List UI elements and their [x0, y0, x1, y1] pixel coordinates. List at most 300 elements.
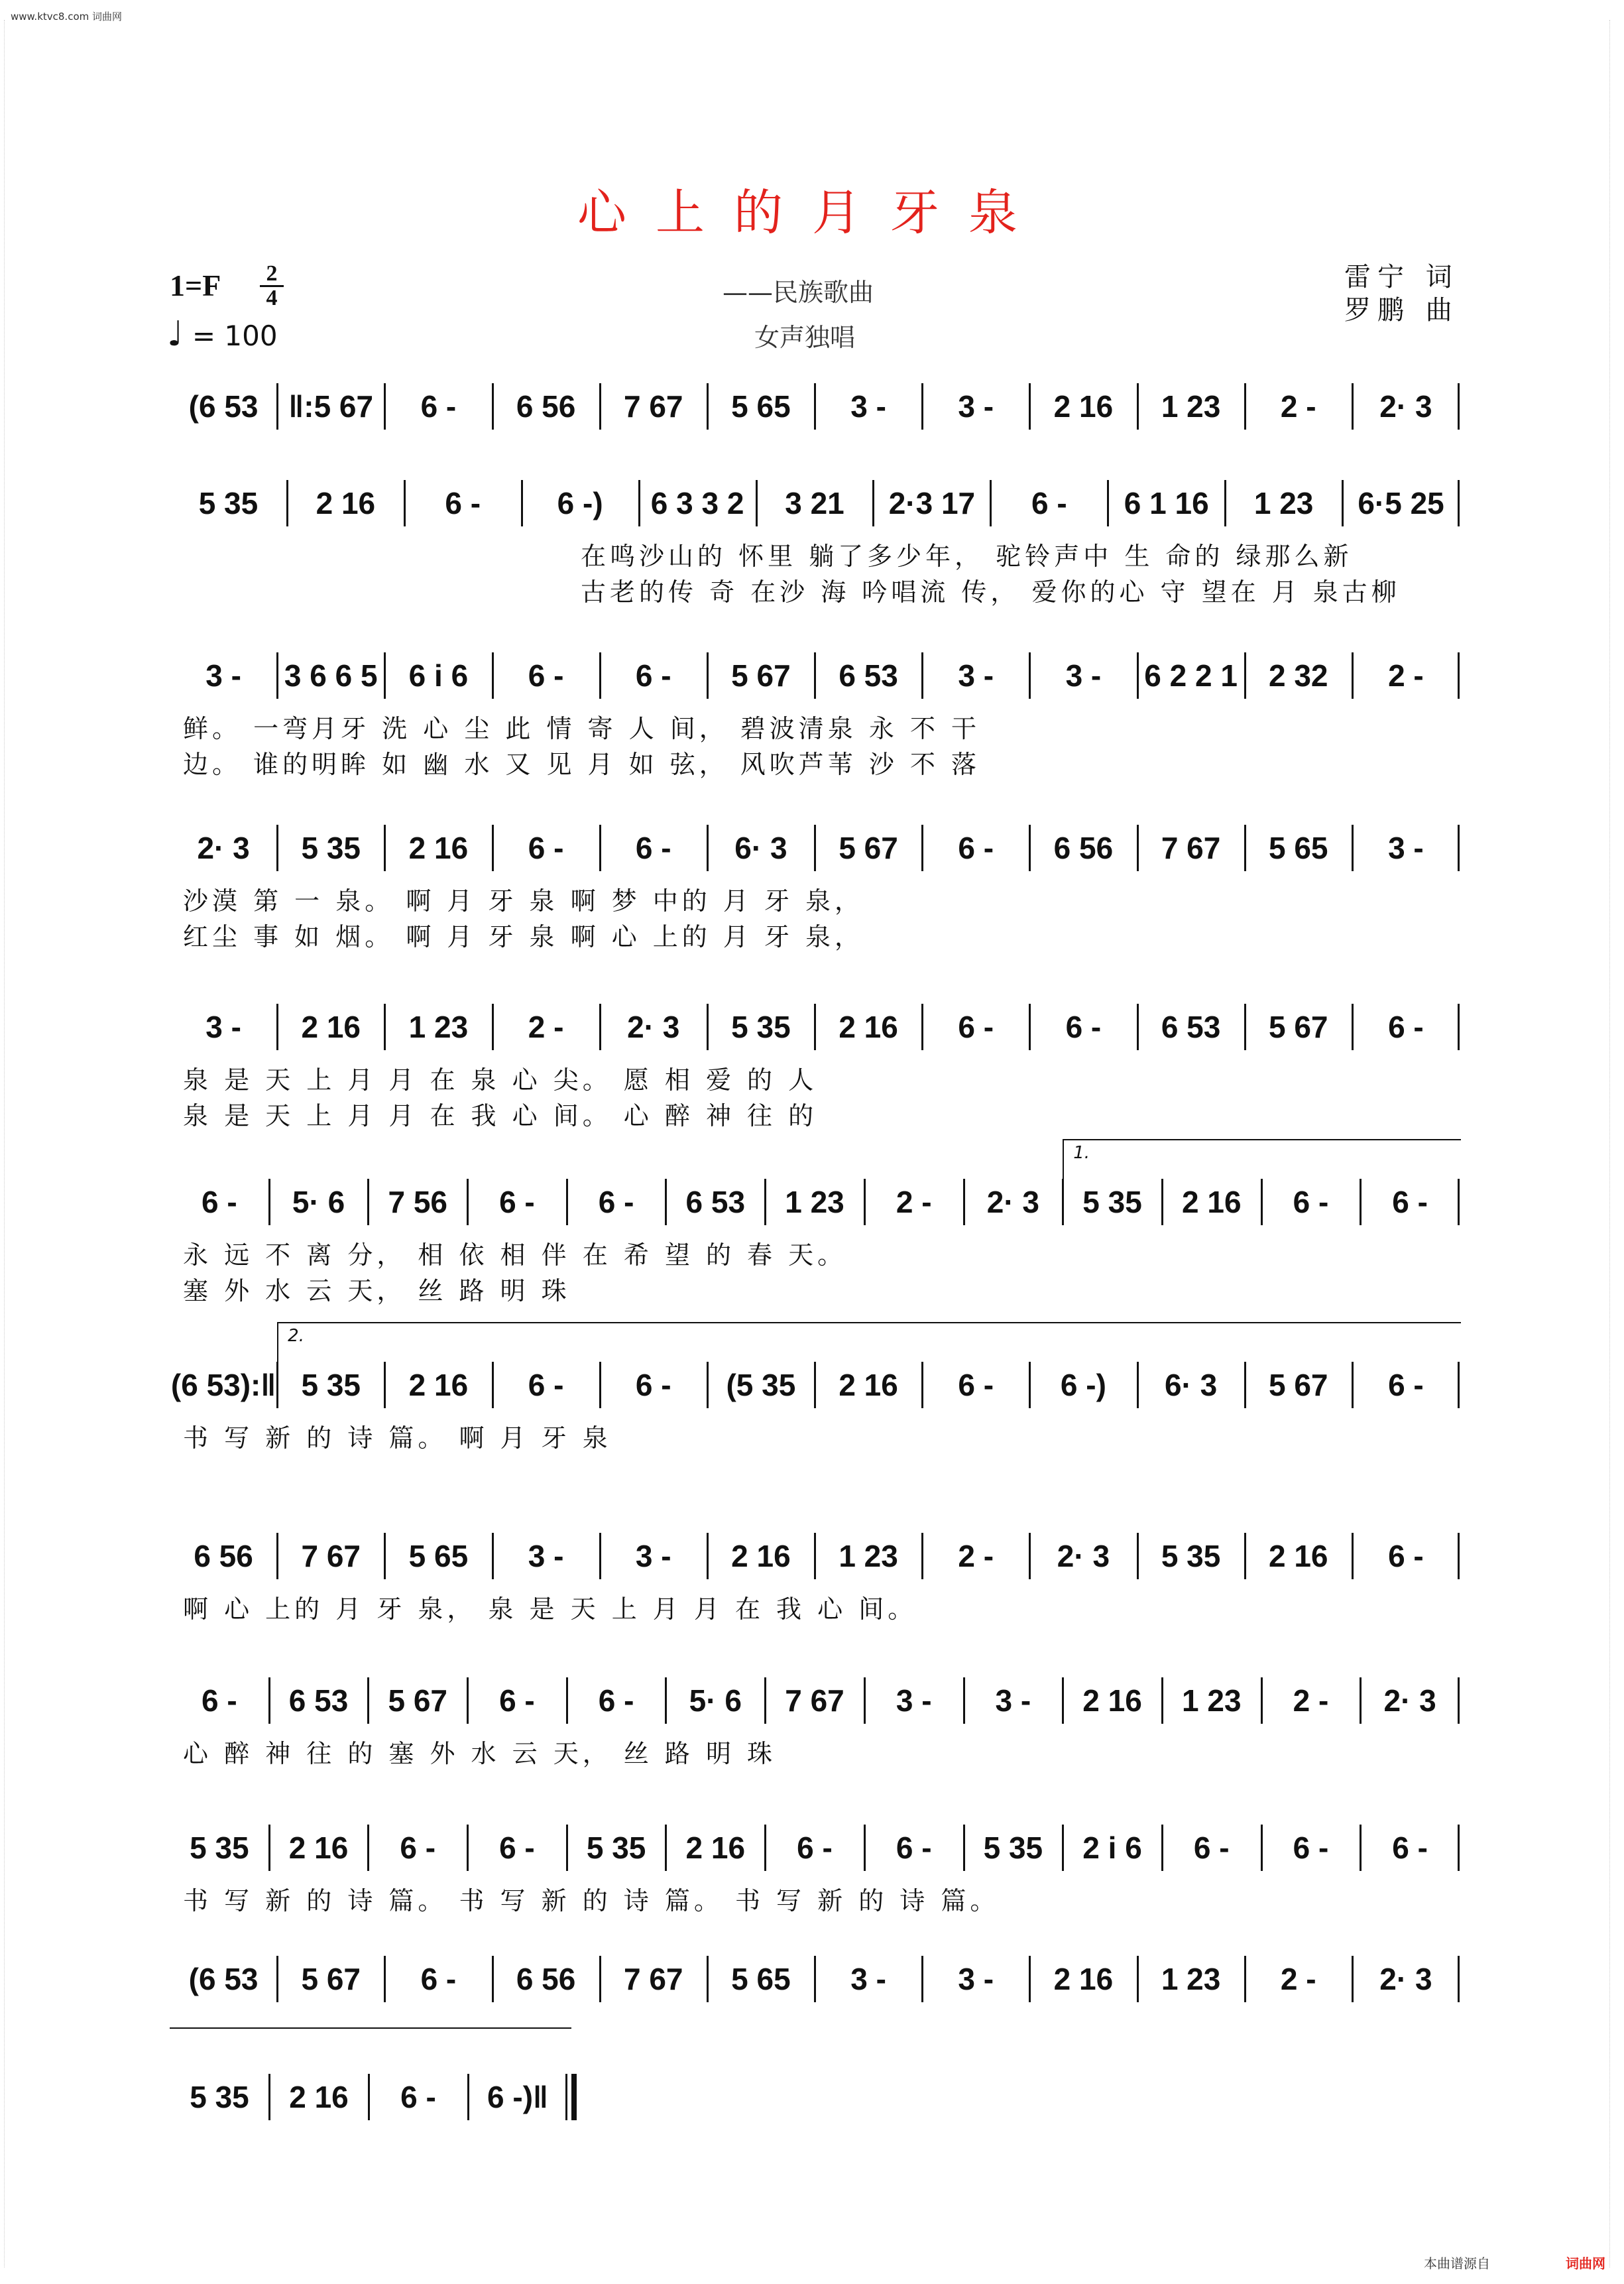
- lyric-line: 塞 外 水 云 天， 丝 路 明 珠: [183, 1276, 571, 1305]
- measure: 2· 3: [197, 831, 250, 865]
- barline: [566, 1677, 568, 1724]
- barline: [276, 383, 278, 430]
- measure: 6 -): [557, 486, 603, 520]
- score-system: [170, 825, 1460, 871]
- barline: [1244, 652, 1246, 699]
- barline: [1062, 1825, 1064, 1871]
- barline: [1261, 1825, 1263, 1871]
- measure: 5 35: [731, 1010, 791, 1044]
- measure: ‖:5 67: [288, 389, 374, 424]
- measure: 6 -: [896, 1831, 932, 1865]
- barline: [1458, 652, 1460, 699]
- lyric-line: 泉 是 天 上 月 月 在 我 心 间。 心 醉 神 往 的: [183, 1101, 818, 1130]
- measure: 2 -: [528, 1010, 564, 1044]
- barline: [814, 1533, 816, 1579]
- measure: 6 -: [420, 389, 457, 424]
- lyric-line: 鲜。 一弯月牙 洗 心 尘 此 情 寄 人 间， 碧波清泉 永 不 干: [183, 714, 981, 743]
- measure: (6 53):‖: [170, 1368, 276, 1402]
- measure: 6 -: [958, 1010, 994, 1044]
- barline: [599, 383, 601, 430]
- lyricist-credit: 雷宁 词: [1344, 262, 1459, 292]
- measure: 3 -: [995, 1683, 1031, 1718]
- measure: 5 67: [1268, 1368, 1328, 1402]
- measure: 6 3 3 2: [650, 486, 744, 520]
- barline: [1458, 1533, 1460, 1579]
- measure: 2· 3: [627, 1010, 680, 1044]
- barline: [1458, 480, 1460, 526]
- closing-bracket-line: [170, 2027, 571, 2029]
- measure: 3 -: [205, 1010, 241, 1044]
- measure: 1 23: [1253, 486, 1314, 520]
- barline: [1029, 825, 1031, 871]
- measure: 6 -: [528, 831, 564, 865]
- barline: [1352, 652, 1354, 699]
- measure: 3 -: [635, 1539, 671, 1573]
- measure: 2 16: [1053, 1962, 1114, 1996]
- lyric-line: 永 远 不 离 分， 相 依 相 伴 在 希 望 的 春 天。: [183, 1240, 847, 1270]
- measure: 5· 6: [292, 1185, 345, 1219]
- barline: [864, 1677, 866, 1724]
- measure: 2· 3: [1383, 1683, 1436, 1718]
- barline: [1107, 480, 1109, 526]
- measure: 7 56: [388, 1185, 447, 1219]
- measure: 2 16: [685, 1831, 746, 1865]
- score-system: [170, 480, 1460, 526]
- measure: 6 56: [1053, 831, 1114, 865]
- score-system: [170, 2074, 567, 2120]
- measure: 6 53: [685, 1185, 746, 1219]
- measure: 5 35: [1082, 1185, 1142, 1219]
- barline: [367, 1179, 369, 1225]
- measure: 2 16: [1082, 1683, 1142, 1718]
- measure: 6 -: [1193, 1831, 1230, 1865]
- barline: [368, 2074, 370, 2120]
- barline: [1244, 1533, 1246, 1579]
- barline: [384, 1533, 386, 1579]
- time-signature-bottom: 4: [266, 286, 278, 310]
- measure: 6 53: [288, 1683, 349, 1718]
- barline: [707, 1362, 709, 1408]
- barline: [467, 1825, 469, 1871]
- measure: 3 -: [850, 389, 886, 424]
- measure: 6 -: [1065, 1010, 1102, 1044]
- lyric-line: 古老的传 奇 在沙 海 吟唱流 传， 爱你的心 守 望在 月 泉古柳: [581, 577, 1401, 607]
- lyric-line: 啊 心 上的 月 牙 泉， 泉 是 天 上 月 月 在 我 心 间。: [183, 1594, 917, 1624]
- measure: 2 -: [958, 1539, 994, 1573]
- barline: [276, 652, 278, 699]
- measure: 6 -: [1392, 1185, 1428, 1219]
- barline: [1352, 1956, 1354, 2002]
- score-system: [170, 1179, 1460, 1225]
- barline: [492, 1004, 494, 1050]
- barline: [707, 1533, 709, 1579]
- measure: 6 -: [1031, 486, 1067, 520]
- measure: 7 67: [785, 1683, 844, 1718]
- barline: [707, 1956, 709, 2002]
- volta-bracket: [1063, 1139, 1461, 1180]
- measure: 6 -: [1293, 1831, 1329, 1865]
- score-system: [170, 383, 1460, 430]
- barline: [707, 1004, 709, 1050]
- lyric-line: 泉 是 天 上 月 月 在 泉 心 尖。 愿 相 爱 的 人: [183, 1065, 818, 1095]
- barline: [599, 1956, 601, 2002]
- measure: 5 35: [983, 1831, 1043, 1865]
- measure: 2 -: [1280, 1962, 1316, 1996]
- barline: [864, 1179, 866, 1225]
- barline: [1244, 383, 1246, 430]
- measure: 6 -: [958, 831, 994, 865]
- measure: 6 -: [400, 2080, 436, 2114]
- barline: [1458, 1825, 1460, 1871]
- barline: [286, 480, 288, 526]
- barline: [864, 1825, 866, 1871]
- barline: [1360, 1825, 1362, 1871]
- measure: 3 -: [896, 1683, 932, 1718]
- measure: 2 16: [288, 1831, 349, 1865]
- measure: 5 65: [1268, 831, 1328, 865]
- measure: 2 16: [839, 1368, 898, 1402]
- barline: [1029, 1362, 1031, 1408]
- barline: [599, 1533, 601, 1579]
- barline: [963, 1179, 965, 1225]
- barline: [276, 1533, 278, 1579]
- tempo-value: = 100: [192, 320, 278, 352]
- measure: 6· 3: [734, 831, 787, 865]
- barline: [665, 1179, 667, 1225]
- measure: (6 53: [188, 1962, 259, 1996]
- barline: [1352, 1533, 1354, 1579]
- barline: [1458, 1956, 1460, 2002]
- barline: [921, 825, 923, 871]
- measure: 2 16: [301, 1010, 361, 1044]
- barline: [467, 1179, 469, 1225]
- song-title: 心上的月牙泉: [577, 184, 1047, 241]
- measure: (5 35: [726, 1368, 796, 1402]
- measure: 2· 3: [1379, 389, 1432, 424]
- time-signature-top: 2: [266, 261, 278, 286]
- barline: [814, 652, 816, 699]
- barline: [707, 825, 709, 871]
- barline: [921, 1533, 923, 1579]
- measure: 6 56: [516, 1962, 576, 1996]
- barline: [276, 1004, 278, 1050]
- barline: [1360, 1179, 1362, 1225]
- barline: [814, 1956, 816, 2002]
- measure: 6 56: [194, 1539, 253, 1573]
- measure: 6 -: [445, 486, 481, 520]
- measure: 6 -: [635, 1368, 671, 1402]
- measure: 2· 3: [1379, 1962, 1432, 1996]
- measure: 6 i 6: [408, 658, 469, 693]
- barline: [1458, 1677, 1460, 1724]
- barline: [384, 1004, 386, 1050]
- right-margin-watermark: [1609, 20, 1619, 2267]
- measure: 2 16: [1268, 1539, 1328, 1573]
- barline: [872, 480, 874, 526]
- volta-bracket: [277, 1322, 1461, 1363]
- score-system: [170, 1004, 1460, 1050]
- measure: 5 35: [190, 2080, 249, 2114]
- left-margin-watermark: [4, 20, 14, 2267]
- barline: [1137, 1533, 1139, 1579]
- measure: 5 67: [301, 1962, 361, 1996]
- measure: 2 32: [1268, 658, 1328, 693]
- barline: [566, 1179, 568, 1225]
- barline: [814, 383, 816, 430]
- barline: [1137, 825, 1139, 871]
- measure: 2 -: [1280, 389, 1316, 424]
- barline: [638, 480, 640, 526]
- barline: [1458, 1179, 1460, 1225]
- barline: [1029, 1533, 1031, 1579]
- barline: [1352, 1362, 1354, 1408]
- barline: [268, 2074, 270, 2120]
- barline: [921, 1362, 923, 1408]
- barline: [566, 1825, 568, 1871]
- measure: 3 -: [958, 658, 994, 693]
- measure: 2 16: [839, 1010, 898, 1044]
- measure: 6 -)‖: [487, 2080, 548, 2114]
- barline: [384, 652, 386, 699]
- barline: [565, 2074, 567, 2120]
- measure: 6 -: [958, 1368, 994, 1402]
- measure: 3 21: [785, 486, 844, 520]
- barline: [1161, 1179, 1163, 1225]
- score-system: [170, 1825, 1460, 1871]
- barline: [1224, 480, 1226, 526]
- footer-brand: 词曲网: [1566, 2255, 1605, 2271]
- measure: 1 23: [785, 1185, 844, 1219]
- barline: [492, 825, 494, 871]
- barline: [599, 1362, 601, 1408]
- measure: 6 -: [1293, 1185, 1329, 1219]
- measure: 2·3 17: [888, 486, 976, 520]
- measure: 7 67: [1161, 831, 1221, 865]
- measure: 6 -: [1388, 1539, 1424, 1573]
- measure: 2 16: [289, 2080, 349, 2114]
- measure: 1 23: [1161, 389, 1221, 424]
- barline: [404, 480, 406, 526]
- barline: [1062, 1677, 1064, 1724]
- time-signature: [259, 263, 285, 310]
- measure: 5 67: [1268, 1010, 1328, 1044]
- score-system: [170, 1533, 1460, 1579]
- barline: [1352, 1004, 1354, 1050]
- barline: [1137, 1362, 1139, 1408]
- barline: [1458, 825, 1460, 871]
- measure: 1 23: [408, 1010, 469, 1044]
- barline: [921, 1004, 923, 1050]
- measure: 6· 3: [1164, 1368, 1218, 1402]
- measure: 6 53: [839, 658, 898, 693]
- measure: 6 -: [598, 1185, 634, 1219]
- lyric-line: 边。 谁的明眸 如 幽 水 又 见 月 如 弦， 风吹芦苇 沙 不 落: [183, 750, 981, 779]
- measure: 7 67: [623, 389, 683, 424]
- measure: 6 -: [499, 1185, 535, 1219]
- measure: 7 67: [301, 1539, 361, 1573]
- barline: [756, 480, 758, 526]
- quarter-note-icon: ♩: [167, 314, 184, 354]
- measure: 3 -: [850, 1962, 886, 1996]
- measure: 6 56: [516, 389, 576, 424]
- key-signature: 1=F: [170, 269, 221, 302]
- measure: 6 -: [1388, 1010, 1424, 1044]
- measure: 6 -: [499, 1683, 535, 1718]
- barline: [1029, 652, 1031, 699]
- measure: 2 16: [408, 1368, 469, 1402]
- barline: [1360, 1677, 1362, 1724]
- barline: [467, 2074, 469, 2120]
- barline: [764, 1825, 766, 1871]
- barline: [268, 1677, 270, 1724]
- barline: [384, 825, 386, 871]
- lyric-line: 心 醉 神 往 的 塞 外 水 云 天， 丝 路 明 珠: [183, 1739, 777, 1768]
- barline: [276, 1362, 278, 1408]
- measure: 5 35: [301, 1368, 361, 1402]
- lyric-line: 书 写 新 的 诗 篇。 书 写 新 的 诗 篇。 书 写 新 的 诗 篇。: [183, 1886, 1000, 1915]
- barline: [1137, 383, 1139, 430]
- measure: 1 23: [839, 1539, 898, 1573]
- lyric-line: 在鸣沙山的 怀里 躺了多少年， 驼铃声中 生 命的 绿那么新: [581, 542, 1353, 571]
- barline: [963, 1677, 965, 1724]
- barline: [492, 1362, 494, 1408]
- measure: 2 -: [1293, 1683, 1329, 1718]
- barline: [384, 1362, 386, 1408]
- barline: [1458, 383, 1460, 430]
- barline: [814, 825, 816, 871]
- measure: 2 16: [1053, 389, 1114, 424]
- measure: 3 -: [1388, 831, 1424, 865]
- measure: 5 67: [731, 658, 791, 693]
- score-system: [170, 1362, 1460, 1408]
- barline: [1244, 1362, 1246, 1408]
- measure: 6 2 2 1: [1144, 658, 1238, 693]
- score-system: [170, 652, 1460, 699]
- barline: [1458, 1362, 1460, 1408]
- measure: 5 67: [839, 831, 898, 865]
- barline: [492, 1533, 494, 1579]
- barline: [814, 1362, 816, 1408]
- barline: [1261, 1179, 1263, 1225]
- barline: [707, 652, 709, 699]
- measure: 6 -: [202, 1683, 237, 1718]
- barline: [1029, 1004, 1031, 1050]
- measure: 5 65: [731, 389, 791, 424]
- measure: 2 i 6: [1082, 1831, 1142, 1865]
- measure: 3 -: [205, 658, 241, 693]
- barline: [268, 1179, 270, 1225]
- volta-label: 1.: [1073, 1143, 1090, 1163]
- barline: [921, 1956, 923, 2002]
- measure: 2 16: [408, 831, 469, 865]
- barline: [1062, 1179, 1064, 1225]
- lyric-line: 书 写 新 的 诗 篇。 啊 月 牙 泉: [183, 1423, 612, 1453]
- measure: 6 -: [528, 658, 564, 693]
- barline: [764, 1179, 766, 1225]
- measure: 5 67: [388, 1683, 447, 1718]
- barline: [492, 1956, 494, 2002]
- barline: [1029, 1956, 1031, 2002]
- score-system: [170, 1956, 1460, 2002]
- measure: 5 35: [301, 831, 361, 865]
- barline: [599, 825, 601, 871]
- barline: [764, 1677, 766, 1724]
- barline: [1161, 1677, 1163, 1724]
- measure: 6 1 16: [1124, 486, 1209, 520]
- barline: [1244, 1956, 1246, 2002]
- footer-source-text: 本曲谱源自: [1424, 2255, 1490, 2271]
- lyric-line: 红尘 事 如 烟。 啊 月 牙 泉 啊 心 上的 月 牙 泉，: [183, 922, 864, 951]
- measure: 6 -: [635, 658, 671, 693]
- barline: [665, 1825, 667, 1871]
- barline: [963, 1825, 965, 1871]
- tempo-marking: [167, 314, 278, 354]
- site-watermark: www.ktvc8.com 词曲网: [11, 11, 123, 23]
- lyric-line: 沙漠 第 一 泉。 啊 月 牙 泉 啊 梦 中的 月 牙 泉，: [183, 886, 864, 916]
- measure: 2· 3: [986, 1185, 1039, 1219]
- measure: 3 -: [958, 1962, 994, 1996]
- barline: [1137, 1004, 1139, 1050]
- composer-credit: 罗鹏 曲: [1344, 295, 1459, 326]
- barline: [1244, 1004, 1246, 1050]
- barline: [921, 383, 923, 430]
- measure: 3 -: [528, 1539, 564, 1573]
- measure: 3 6 6 5: [284, 658, 378, 693]
- measure: 6 -: [400, 1831, 436, 1865]
- barline: [707, 383, 709, 430]
- barline: [1261, 1677, 1263, 1724]
- barline: [384, 383, 386, 430]
- measure: 6 -: [499, 1831, 535, 1865]
- barline: [521, 480, 523, 526]
- measure: 3 -: [1065, 658, 1102, 693]
- measure: 5 65: [408, 1539, 469, 1573]
- barline: [599, 652, 601, 699]
- barline: [268, 1825, 270, 1871]
- measure: 5 65: [731, 1962, 791, 1996]
- voice-label: 女声独唱: [754, 323, 856, 352]
- measure: 5 35: [1161, 1539, 1221, 1573]
- barline: [467, 1677, 469, 1724]
- measure: 1 23: [1182, 1683, 1242, 1718]
- barline: [1244, 825, 1246, 871]
- measure: 2 16: [1182, 1185, 1242, 1219]
- measure: 2 -: [896, 1185, 932, 1219]
- measure: 1 23: [1161, 1962, 1221, 1996]
- measure: 6 53: [1161, 1010, 1221, 1044]
- barline: [814, 1004, 816, 1050]
- measure: 6 -: [797, 1831, 833, 1865]
- barline: [1161, 1825, 1163, 1871]
- barline: [1137, 1956, 1139, 2002]
- measure: 6 -: [528, 1368, 564, 1402]
- final-barline: [571, 2074, 577, 2120]
- barline: [384, 1956, 386, 2002]
- barline: [1352, 825, 1354, 871]
- barline: [1458, 1004, 1460, 1050]
- measure: 2 16: [731, 1539, 791, 1573]
- barline: [492, 383, 494, 430]
- measure: 7 67: [623, 1962, 683, 1996]
- barline: [1352, 383, 1354, 430]
- measure: 6 -: [635, 831, 671, 865]
- barline: [367, 1825, 369, 1871]
- measure: 6 -: [1392, 1831, 1428, 1865]
- barline: [276, 1956, 278, 2002]
- measure: 6 -: [1388, 1368, 1424, 1402]
- measure: 6 -: [420, 1962, 457, 1996]
- barline: [1029, 383, 1031, 430]
